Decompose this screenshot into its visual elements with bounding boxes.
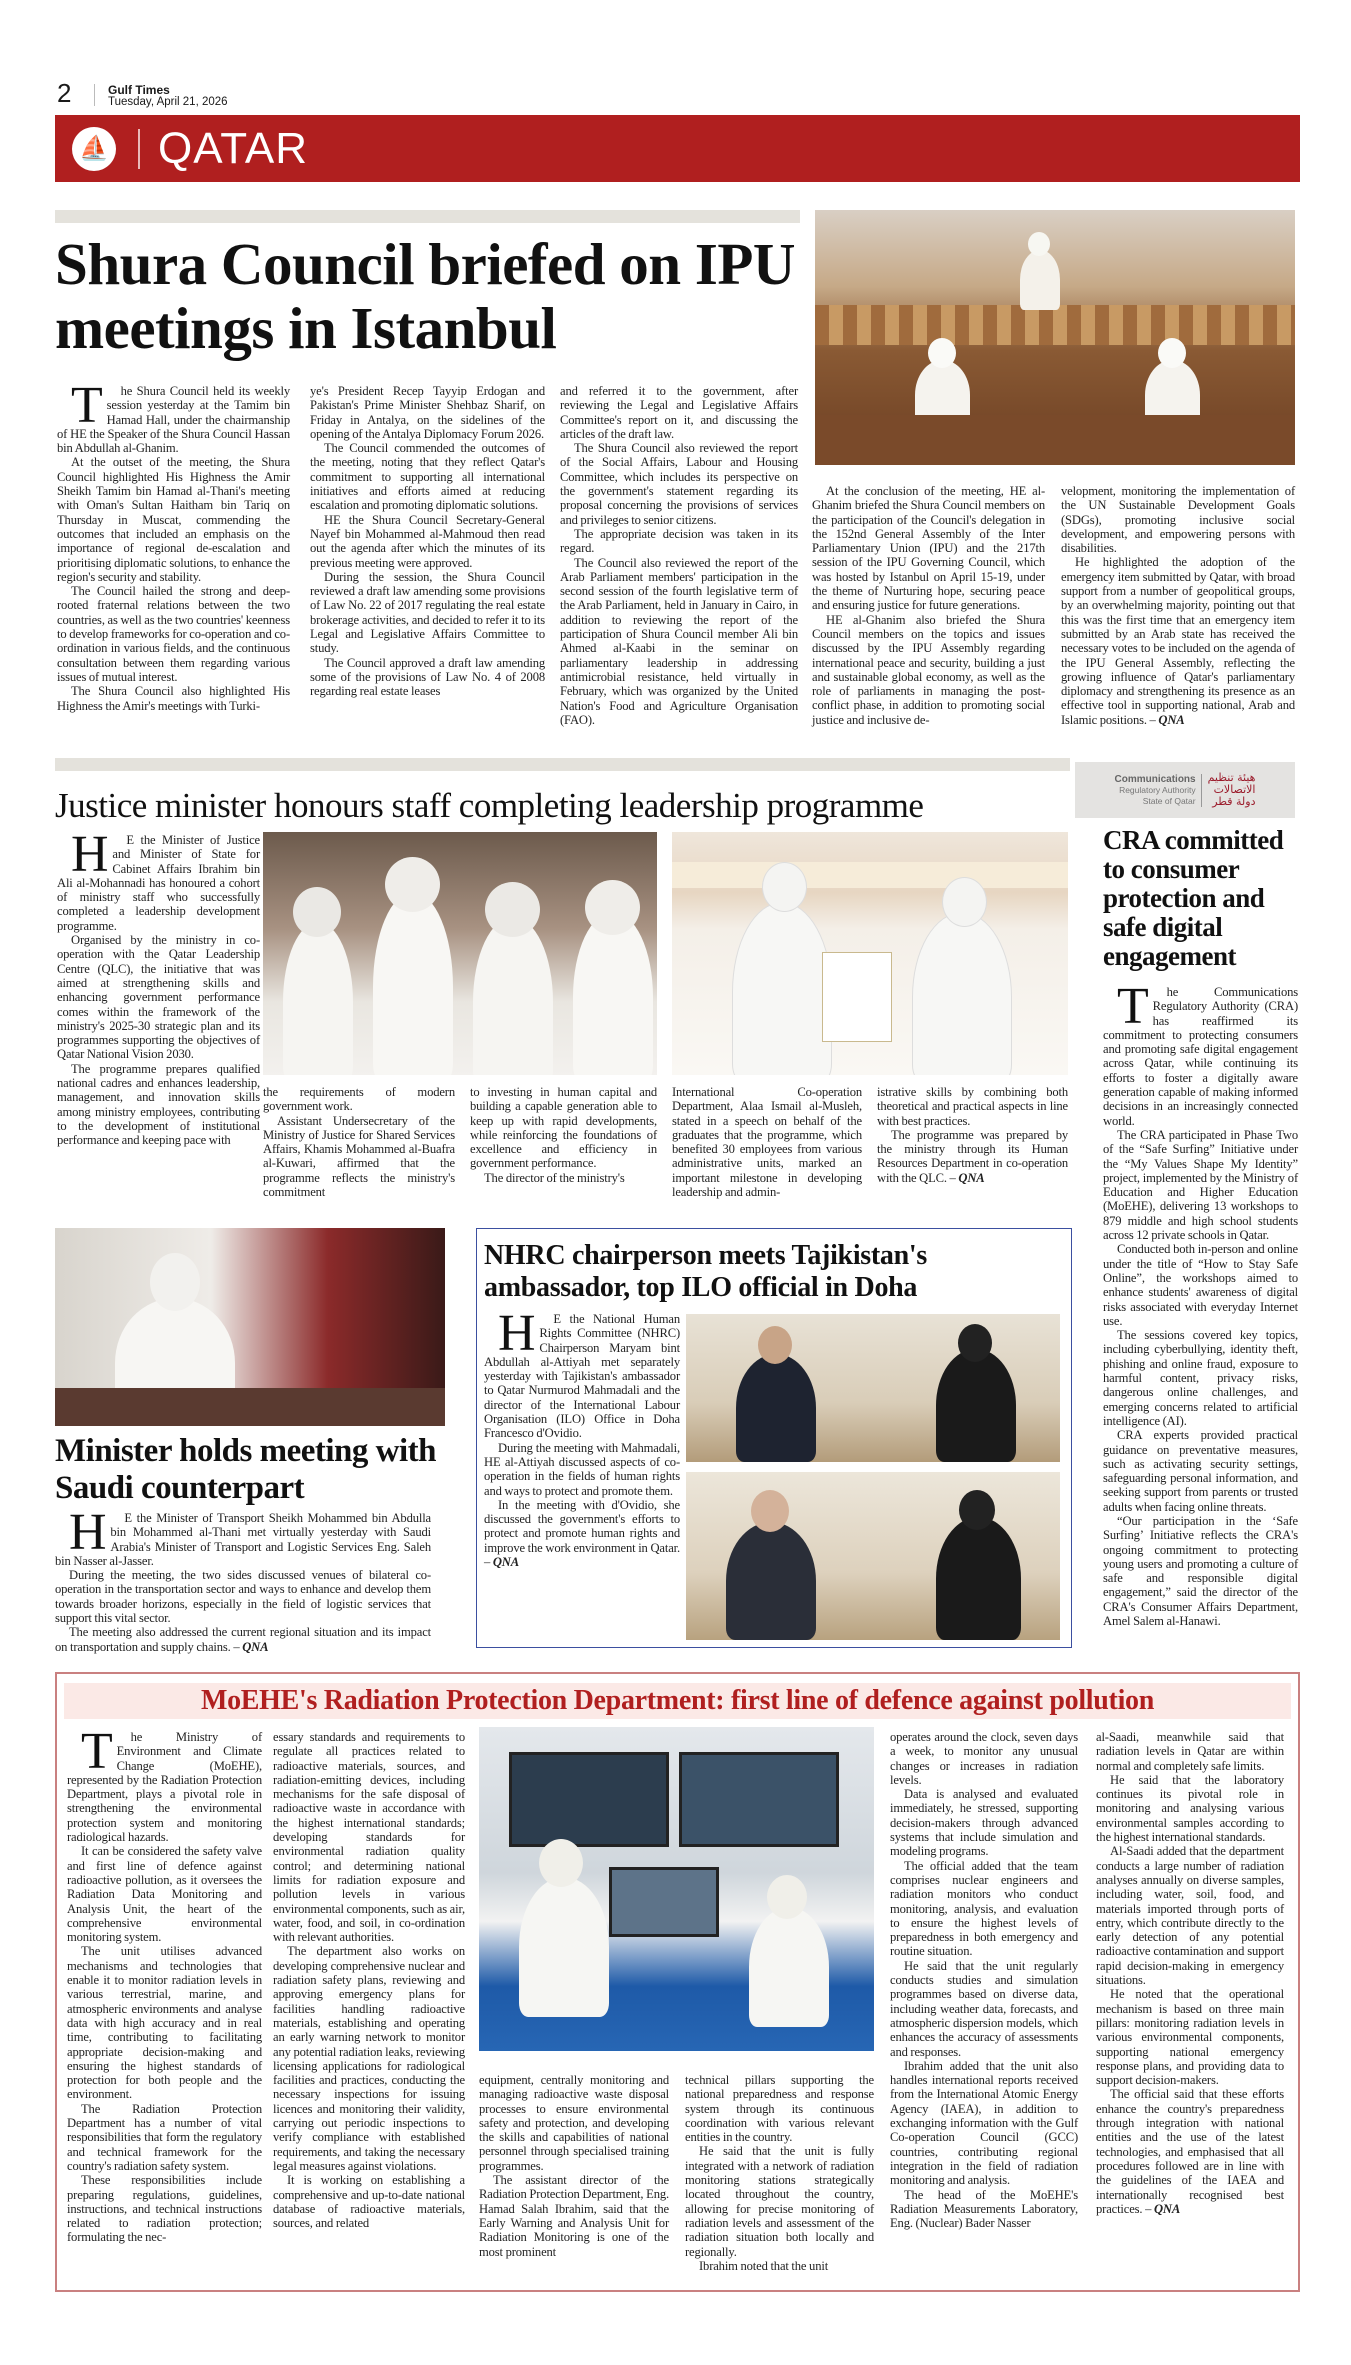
- masthead-divider: [94, 84, 95, 106]
- paragraph-text: He noted that the operational mechanism is based on three main pillars: monitoring radiation levels in various environmental components, supporting national emergency response plans, and providing data to support decision-makers.: [1096, 1987, 1284, 2088]
- issue-date: Tuesday, April 21, 2026: [108, 96, 228, 108]
- paragraph-text: operates around the clock, seven days a week, to monitor any unusual changes or increases in radiation levels.: [890, 1730, 1078, 1787]
- cra-article: [1103, 826, 1298, 1628]
- paragraph-text: equipment, centrally monitoring and managing radioactive waste disposal processes to ensure environmental safety and protection, and developing the skills and capabilities of national personnel through specialised training programmes.: [479, 2073, 669, 2173]
- shura-session-photo: [815, 210, 1295, 465]
- paragraph-text: During the meeting, the two sides discussed venues of bilateral co-operation in the transportation sector and ways to enhance and develop them towards broader horizons, especially in the field of logistic services that support this vital sector.: [55, 1568, 431, 1626]
- paragraph: [560, 527, 798, 556]
- paragraph-text: International Co-operation Department, Alaa Ismail al-Musleh, stated in a speech on behalf of the graduates that the programme, which benefited 30 employees from various administrative units, marked an important milestone in developing leadership and admin-: [672, 1085, 862, 1200]
- paragraph-text: The Council hailed the strong and deep-rooted fraternal relations between the two countries, as well as the two countries' keenness to develop frameworks for co-operation and co-ordination in various fields, and the continuous consultation between them regarding various issues of mutual interest.: [57, 584, 290, 684]
- paragraph: [877, 1085, 1068, 1128]
- nhrc-article: [484, 1240, 927, 1570]
- paragraph-text: CRA experts provided practical guidance on preventative measures, such as activating security settings, safeguarding personal information, and seeking support from parents or trusted adults when facing online threats.: [1103, 1428, 1298, 1514]
- signoff-credit: QNA: [242, 1639, 269, 1654]
- paragraph: [484, 1441, 680, 1498]
- transport-minister-photo: [55, 1228, 445, 1426]
- paragraph-text: Assistant Undersecretary of the Ministry of Justice for Shared Services Affairs, Khamis Mohammed al-Buafra al-Kuwari, affirmed that the programme reflects the ministry's commitment: [263, 1113, 455, 1200]
- paragraph-text: The programme prepares qualified national cadres and enhances leadership, management, and innovation skills among ministry employees, contributing to the development of institutional performance and keeping pace with: [57, 1061, 260, 1148]
- paragraph: [890, 2188, 1078, 2231]
- paragraph: [57, 584, 290, 684]
- dhow-icon: ⛵: [72, 127, 116, 171]
- paragraph: [685, 2259, 874, 2273]
- paragraph-text: The Council commended the outcomes of the meeting, noting that they reflect Qatar's commitment to supporting all international initiatives and efforts aimed at reducing escalation and promoting diplomatic solutions.: [310, 441, 545, 513]
- article-column: [484, 1305, 680, 1570]
- staff-audience-photo: [263, 832, 657, 1075]
- paragraph-text: He said that the laboratory continues its pivotal role in monitoring and analysing various environmental samples according to the highest international standards.: [1096, 1772, 1284, 1845]
- article-column: [55, 1504, 431, 1654]
- paragraph-text: ye's President Recep Tayyip Erdogan and Pakistan's Prime Minister Shehbaz Sharif, on Friday in Antalya, on the sidelines of the opening of the Antalya Diplomacy Forum 2026.: [310, 384, 545, 441]
- paragraph-text: technical pillars supporting the national preparedness and response system through its continuous coordination with various relevant entities in the country.: [685, 2073, 874, 2145]
- paragraph-text: The unit utilises advanced mechanisms and technologies that enable it to monitor radiation levels in various terrestrial, marine, and atmospheric environments and analyse data with high accuracy and in real time, contributing to facilitating appropriate decision-making and ensuring the highest standards of protection for both people and the environment.: [67, 1944, 262, 2102]
- paragraph-text: al-Saadi, meanwhile said that radiation levels in Qatar are within normal and completely safe limits.: [1096, 1730, 1284, 1773]
- paragraph: [310, 656, 545, 699]
- paragraph: [57, 377, 290, 456]
- paragraph: [1096, 1730, 1284, 1773]
- paragraph: [470, 1085, 657, 1171]
- paragraph: [310, 570, 545, 656]
- article-column: [890, 1730, 1078, 2230]
- paragraph-text: The official said that these efforts enhance the country's preparedness through integration with national entities and the use of the latest technologies, and emphasised that all procedures followed are in line with the guidelines of the IAEA and internationally recognised best practices. –: [1096, 2087, 1284, 2216]
- paragraph: [57, 1062, 260, 1148]
- article-column: [263, 1085, 455, 1199]
- ilo-meeting-photo: [686, 1472, 1060, 1640]
- signoff-credit: QNA: [492, 1555, 519, 1570]
- logo-text: State of Qatar: [1142, 795, 1196, 806]
- paragraph-text: During the session, the Shura Council reviewed a draft law amending some provisions of Law No. 22 of 2017 regulating the real estate brokerage activities, and decided to refer it to its Legal and Legislative Affairs Committee to study.: [310, 569, 545, 656]
- paragraph: [1103, 978, 1298, 1128]
- paragraph: [672, 1085, 862, 1199]
- paragraph: [1103, 1428, 1298, 1514]
- paragraph: [67, 1944, 262, 2101]
- certificate-handover-photo: [672, 832, 1068, 1075]
- paragraph: [1103, 1128, 1298, 1242]
- paragraph: [877, 1128, 1068, 1185]
- paragraph-text: the requirements of modern government work.: [263, 1085, 455, 1114]
- paragraph: [812, 484, 1045, 613]
- paragraph: [1096, 1987, 1284, 2087]
- paragraph-text: The Radiation Protection Department has a number of vital responsibilities that form the regulatory and technical framework for the country's radiation safety system.: [67, 2101, 262, 2173]
- divider-bar: [55, 210, 800, 223]
- paragraph-text: The Communications Regulatory Authority (CRA) has reaffirmed its commitment to protecting consumers and promoting safe digital engagement across Qatar, while continuing its efforts to foster a digitally aware generation capable of making informed decisions in an increasingly connected world.: [1103, 978, 1298, 1128]
- paragraph: [67, 1844, 262, 1944]
- paragraph: [55, 1504, 431, 1568]
- paragraph-text: It is working on establishing a comprehensive and up-to-date national database of radioactive materials, sources, and related: [273, 2173, 465, 2231]
- headline-nhrc: NHRC chairperson meets Tajikistan's ambassador, top ILO official in Doha: [484, 1240, 927, 1303]
- paragraph-text: The programme was prepared by the ministry through its Human Resources Department in co-operation with the QLC. –: [877, 1127, 1068, 1185]
- paragraph: [484, 1305, 680, 1441]
- radiation-monitoring-photo: [479, 1727, 874, 2051]
- paragraph-text: The director of the ministry's: [484, 1170, 625, 1185]
- tajikistan-meeting-photo: [686, 1314, 1060, 1462]
- paragraph: [55, 1568, 431, 1625]
- paragraph-text: HE the Minister of Transport Sheikh Mohammed bin Abdulla bin Mohammed al-Thani met virtually yesterday with Saudi Arabia's Minister of Transport and Logistic Services Eng. Saleh bin Nasser al-Jasser.: [55, 1504, 431, 1568]
- paragraph: [263, 1085, 455, 1114]
- logo-text: Regulatory Authority: [1119, 784, 1196, 795]
- paragraph: [310, 441, 545, 512]
- logo-text: Communications: [1114, 773, 1196, 785]
- paragraph-text: The official added that the team comprises nuclear engineers and radiation monitors who conduct monitoring, analysis, and evaluation to ensure the highest levels of preparedness in both emergency and routine situation.: [890, 1858, 1078, 1959]
- cra-logo: [1075, 762, 1295, 818]
- paragraph-text: The appropriate decision was taken in its regard.: [560, 526, 798, 556]
- divider-bar: [55, 758, 1070, 771]
- paragraph-text: The Shura Council held its weekly session yesterday at the Tamim bin Hamad Hall, under the chairmanship of HE the Speaker of the Shura Council Hassan bin Abdullah al-Ghanim.: [57, 377, 290, 456]
- paragraph: [310, 513, 545, 570]
- paragraph: [273, 2173, 465, 2230]
- paragraph: [560, 441, 798, 527]
- paragraph-text: He highlighted the adoption of the emergency item submitted by Qatar, with broad support from a number of geopolitical groups, by an overwhelming majority, pointing out that this was the first time that an emergency item submitted by an Arab state has received the necessary votes to be included on the agenda of the IPU General Assembly, reflecting the growing influence of Qatar's parliamentary diplomacy and strengthening its presence as an effective tool in supporting national, Arab and Islamic positions. –: [1061, 555, 1295, 727]
- section-band: [55, 115, 1300, 182]
- paragraph: [479, 2173, 669, 2259]
- paragraph: [560, 556, 798, 728]
- paragraph: [273, 1730, 465, 1944]
- article-column: [560, 384, 798, 727]
- article-column: [479, 2073, 669, 2259]
- paragraph: [310, 384, 545, 441]
- paragraph: [890, 2059, 1078, 2188]
- article-column: [273, 1730, 465, 2230]
- paragraph: [1103, 1514, 1298, 1628]
- paragraph: [1103, 1242, 1298, 1328]
- paragraph-text: Organised by the ministry in co-operation with the Qatar Leadership Centre (QLC), the initiative that was aimed at strengthening skills and enhancing government performance comes within the framework of the ministry's 2025-30 strategic plan and its programmes supporting the objectives of Qatar National Vision 2030.: [57, 933, 260, 1062]
- paragraph: [890, 1787, 1078, 1858]
- paragraph-text: Al-Saadi added that the department conducts a large number of radiation analyses annually on diverse samples, including water, soil, food, and materials imported through ports of entry, which contribute directly to the early detection of any potential radioactive contamination and support rapid decision-making in emergency situations.: [1096, 1844, 1284, 1988]
- article-column: [877, 1085, 1068, 1185]
- article-column: [672, 1085, 862, 1199]
- transport-article: [55, 1433, 455, 1654]
- paragraph-text: In the meeting with d'Ovidio, she discussed the government's efforts to protect and promote human rights and improve the work environment in Qatar. –: [484, 1497, 680, 1570]
- paragraph-text: The head of the MoEHE's Radiation Measurements Laboratory, Eng. (Nuclear) Bader Nasser: [890, 2187, 1078, 2231]
- paragraph-text: Ibrahim noted that the unit: [699, 2258, 829, 2273]
- paragraph: [890, 1859, 1078, 1959]
- paragraph: [1103, 1328, 1298, 1428]
- signoff-credit: QNA: [958, 1170, 985, 1185]
- paragraph: [263, 1114, 455, 1200]
- paragraph: [484, 1498, 680, 1569]
- paragraph-text: The Council approved a draft law amending some of the provisions of Law No. 4 of 2008 regarding real estate leases: [310, 655, 545, 699]
- paragraph-text: He said that the unit is fully integrated with a network of radiation monitoring stations strategically located throughout the country, allowing for precise monitoring of radiation levels and assessment of the radiation situation both locally and regionally.: [685, 2144, 874, 2259]
- paragraph-text: The Council also reviewed the report of the Arab Parliament members' participation in the second session of the fourth legislative term of the Arab Parliament, held in January in Cairo, in addition to reviewing the report of the participation of Shura Council member Ali bin Ahmed al-Kaabi in the seminar on parliamentary leadership in addressing antimicrobial resistance, held virtually in February, which was organized by the United Nation's Food and Agriculture Organisation (FAO).: [560, 555, 798, 727]
- paragraph: [685, 2144, 874, 2258]
- paragraph: [685, 2073, 874, 2144]
- paragraph-text: to investing in human capital and building a capable generation able to keep up with rapid developments, while reinforcing the foundations of excellence and efficiency in government performance.: [470, 1085, 657, 1171]
- paragraph: [1096, 2087, 1284, 2216]
- paragraph-text: Ibrahim added that the unit also handles international reports received from the International Atomic Energy Agency (IAEA), in addition to exchanging information with the Gulf Co-operation Council (GCC) countries, contributing regional integration in the field of radiation monitoring and analysis.: [890, 2058, 1078, 2188]
- paragraph: [273, 1944, 465, 2173]
- paragraph-text: essary standards and requirements to regulate all practices related to radioactive materials, sources, and radiation-emitting devices, including mechanisms for the safe disposal of radioactive waste in accordance with the highest international standards; developing standards for environmental radiation quality control; and determining national limits for radiation exposure and pollution levels in various environmental components, such as air, water, food, and soil, in co-ordination with relevant authorities.: [273, 1730, 465, 1945]
- paragraph-text: The Shura Council also reviewed the report of the Social Affairs, Labour and Housing Committee, which includes its perspective on the government's statement regarding its proposal concerning the provisions of services and privileges to senior citizens.: [560, 441, 798, 527]
- article-column: [1061, 484, 1295, 727]
- paragraph: [1061, 484, 1295, 555]
- headline-justice: Justice minister honours staff completing leadership programme: [55, 786, 924, 825]
- article-column: [310, 384, 545, 699]
- paragraph: [55, 1625, 431, 1654]
- paragraph-text: The assistant director of the Radiation Protection Department, Eng. Hamad Salah Ibrahim, said that the Early Warning and Analysis Unit for Radiation Monitoring is one of the most prominent: [479, 2173, 669, 2259]
- article-column: [57, 377, 290, 713]
- paragraph: [560, 384, 798, 441]
- paragraph: [57, 684, 290, 713]
- paragraph-text: HE the National Human Rights Committee (NHRC) Chairperson Maryam bint Abdullah al-Attiyah met separately yesterday with Tajikistan's ambassador to Qatar Nurmurod Mahmadali and the director of the International Labour Organisation (ILO) Office in Doha Francesco d'Ovidio.: [484, 1305, 680, 1441]
- article-column: [685, 2073, 874, 2273]
- article-column: [812, 484, 1045, 727]
- paragraph-text: Conducted both in-person and online under the title of “How to Stay Safe Online”, the workshops aimed to enhance students' awareness of digital risks associated with everyday Internet use.: [1103, 1242, 1298, 1328]
- paragraph-text: At the outset of the meeting, the Shura Council highlighted His Highness the Amir Sheikh Tamim bin Hamad al-Thani's meeting with Oman's Sultan Haitham bin Tariq on Thursday in Muscat, commending the outcomes that included an emphasis on the importance of regional de-escalation and prioritising diplomatic solutions, to enhance the region's security and stability.: [57, 455, 290, 584]
- paragraph: [57, 826, 260, 933]
- paragraph-text: The CRA participated in Phase Two of the “Safe Surfing” Initiative under the “My Values Shape My Identity” project, implemented by the Ministry of Education and Higher Education (MoEHE), delivering 13 workshops to 879 middle and high school students across 12 private schools in Qatar.: [1103, 1127, 1298, 1243]
- paragraph: [479, 2073, 669, 2173]
- paragraph: [890, 1730, 1078, 1787]
- page-number: 2: [57, 78, 72, 108]
- paragraph-text: The meeting also addressed the current regional situation and its impact on transportation and supply chains. –: [55, 1625, 431, 1654]
- paragraph-text: Data is analysed and evaluated immediately, he stressed, supporting decision-makers through advanced systems that include simulation and modeling programs.: [890, 1787, 1078, 1859]
- article-column: [57, 826, 260, 1148]
- logo-text: دولة قطر: [1212, 795, 1256, 808]
- paragraph-text: During the meeting with Mahmadali, HE al-Attiyah discussed aspects of co-operation in the fields of human rights and ways to protect and promote them.: [484, 1440, 680, 1498]
- logo-text: الاتصالات: [1213, 783, 1256, 796]
- band-divider: [138, 129, 140, 169]
- paragraph: [470, 1171, 657, 1185]
- paragraph: [812, 613, 1045, 727]
- paragraph: [67, 2173, 262, 2244]
- paragraph-text: “Our participation in the ‘Safe Surfing’ Initiative reflects the CRA's ongoing commitment to protecting young users and promoting a culture of safe and responsible digital engagement,” said the director of the CRA's Consumer Affairs Department, Amel Salem al-Hanawi.: [1103, 1513, 1298, 1629]
- paper-name: Gulf Times: [108, 83, 170, 97]
- paragraph: [57, 455, 290, 584]
- logo-text: هيئة تنظيم: [1207, 771, 1256, 784]
- paragraph-text: HE the Minister of Justice and Minister of State for Cabinet Affairs Ibrahim bin Ali al-Mohannadi has honoured a cohort of ministry staff who successfully completed a leadership development programme.: [57, 826, 260, 933]
- paragraph-text: The department also works on developing comprehensive nuclear and radiation safety plans, reviewing and approving emergency plans for facilities handling radioactive materials, establishing and operating an early warning network to monitor any potential radiation leaks, reviewing licensing applications for radiological facilities and practices, conducting the necessary inspections for issuing licences and monitoring their validity, carrying out periodic inspections to verify compliance with established requirements, and taking the necessary legal measures against violations.: [273, 1944, 465, 2173]
- paragraph-text: HE al-Ghanim also briefed the Shura Council members on the topics and issues discussed by the IPU Assembly regarding international peace and security, building a just and sustainable global economy, as well as the role of parliaments in managing the post-conflict phase, in addition to promoting social justice and inclusive de-: [812, 612, 1045, 727]
- masthead-info: [108, 84, 228, 108]
- paragraph-text: istrative skills by combining both theoretical and practical aspects in line with best practices.: [877, 1085, 1068, 1128]
- paragraph-text: The sessions covered key topics, including cyberbullying, identity theft, phishing and online fraud, exposure to harmful content, privacy risks, dangerous online challenges, and emerging concerns related to artificial intelligence (AI).: [1103, 1328, 1298, 1428]
- headline-transport: Minister holds meeting with Saudi counterpart: [55, 1433, 436, 1506]
- paragraph: [57, 933, 260, 1062]
- paragraph-text: At the conclusion of the meeting, HE al-Ghanim briefed the Shura Council members on the participation of the Council's delegation in the 152nd General Assembly of the Inter Parliamentary Union (IPU) and the 217th session of the IPU Governing Council, which was hosted by Istanbul on April 15-19, under the theme of Nurturing hope, securing peace and ensuring justice for future generations.: [812, 484, 1045, 613]
- paragraph-text: He said that the unit regularly conducts studies and simulation programmes based on diverse data, including weather data, forecasts, and atmospheric dispersion models, which enhances the accuracy of assessments and responses.: [890, 1958, 1078, 2059]
- paragraph-text: HE the Shura Council Secretary-General Nayef bin Mohammed al-Mahmoud then read out the agenda after which the minutes of its previous meeting were approved.: [310, 512, 545, 570]
- paragraph-text: The Shura Council also highlighted His Highness the Amir's meetings with Turki-: [57, 684, 290, 713]
- paragraph: [1061, 555, 1295, 727]
- signoff-credit: QNA: [1158, 712, 1185, 727]
- paragraph-text: velopment, monitoring the implementation of the UN Sustainable Development Goals (SDGs), promoting inclusive social development, and empowering persons with disabilities.: [1061, 484, 1295, 556]
- paragraph: [67, 1723, 262, 1845]
- signoff-credit: QNA: [1153, 2201, 1181, 2216]
- paragraph-text: These responsibilities include preparing regulations, guidelines, instructions, and technical instructions related to radiation protection; formulating the nec-: [67, 2173, 262, 2245]
- section-title: QATAR: [158, 123, 309, 173]
- headline-moehe: MoEHE's Radiation Protection Department: first line of defence against pollution: [200, 1685, 1155, 1716]
- paragraph: [67, 2102, 262, 2173]
- paragraph-text: It can be considered the safety valve and first line of defence against radioactive pollution, as it oversees the Radiation Data Monitoring and Analysis Unit, the heart of the comprehensive environmental monitoring system.: [67, 1844, 262, 1945]
- paragraph-text: The Ministry of Environment and Climate Change (MoEHE), represented by the Radiation Protection Department, plays a pivotal role in strengthening the environmental protection system and monitoring radiological hazards.: [67, 1723, 262, 1845]
- article-column: [1103, 978, 1298, 1629]
- headline-shura: Shura Council briefed on IPU meetings in Istanbul: [55, 231, 795, 361]
- paragraph: [1096, 1773, 1284, 1844]
- headline-cra: CRA committed to consumer protection and safe digital engagement: [1103, 825, 1284, 971]
- article-column: [470, 1085, 657, 1185]
- paragraph: [1096, 1844, 1284, 1987]
- paragraph-text: and referred it to the government, after reviewing the Legal and Legislative Affairs Committee's report on it, and discussing the articles of the draft law.: [560, 384, 798, 441]
- paragraph: [890, 1959, 1078, 2059]
- article-column: [1096, 1730, 1284, 2216]
- article-column: [67, 1723, 262, 2245]
